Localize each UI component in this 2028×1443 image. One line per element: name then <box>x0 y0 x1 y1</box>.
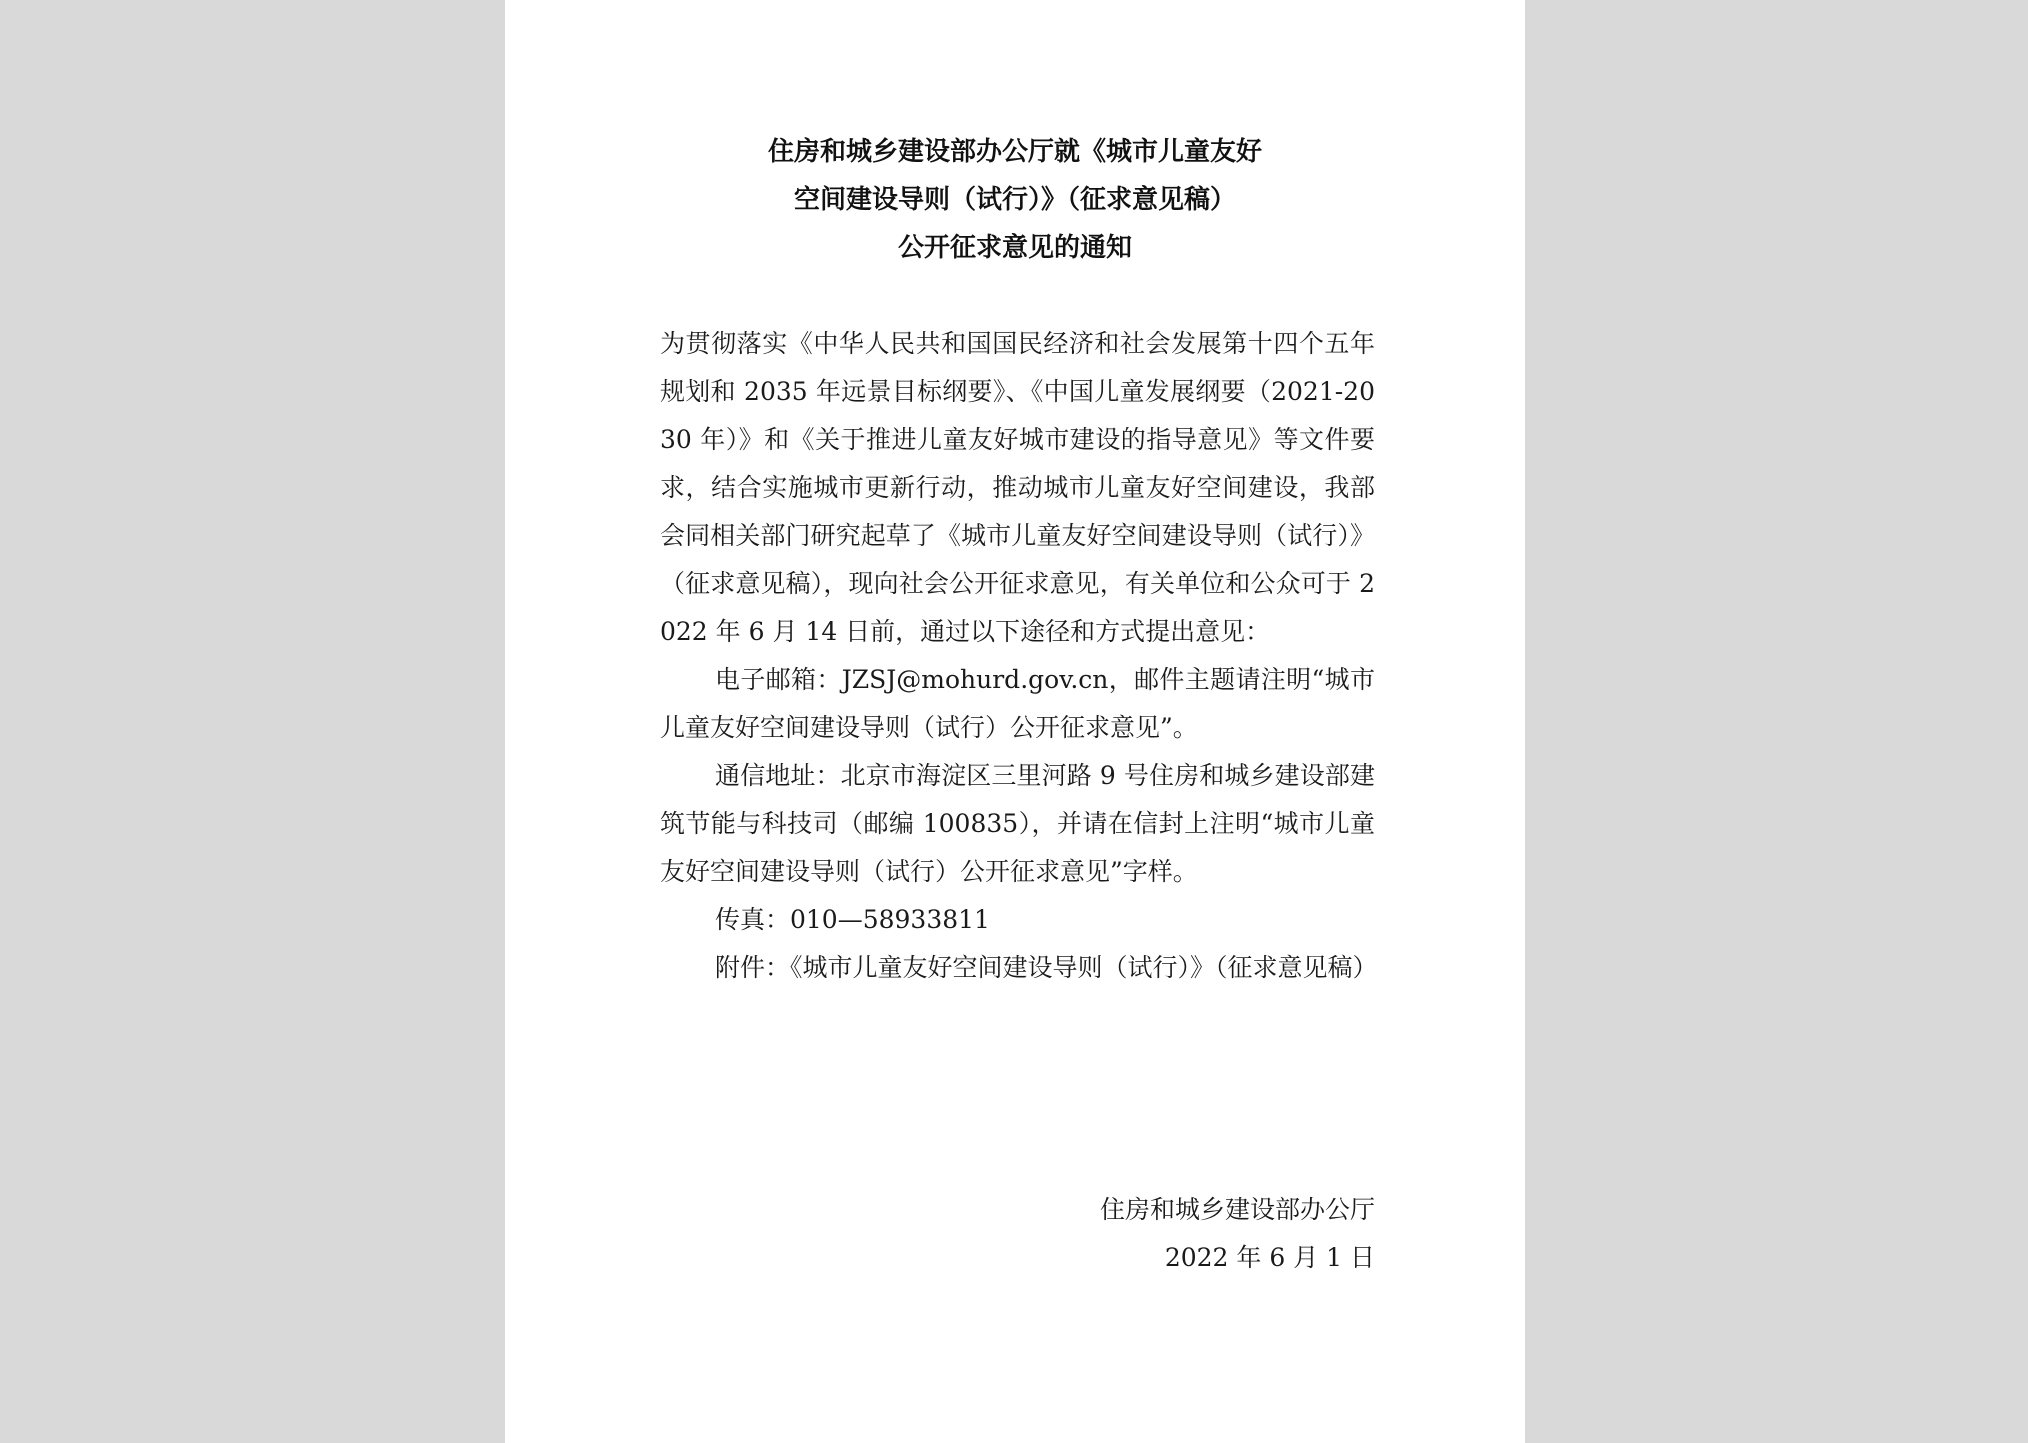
signature-org: 住房和城乡建设部办公厅 <box>1099 1195 1375 1224</box>
document-body <box>660 320 1378 992</box>
document-page <box>505 0 1525 1443</box>
title-line-2: 空间建设导则（试行）》（征求意见稿） <box>793 185 1236 215</box>
signature-block <box>1100 1186 1375 1282</box>
attachment-paragraph: 附件：《城市儿童友好空间建设导则（试行）》（征求意见稿） <box>715 953 1378 982</box>
title-line-3: 公开征求意见的通知 <box>897 233 1132 263</box>
signature-date: 2022 年 6 月 1 日 <box>1164 1243 1375 1272</box>
address-paragraph: 通信地址：北京市海淀区三里河路 9 号住房和城乡建设部建筑节能与科技司（邮编 100835），并请在信封上注明“城市儿童友好空间建设导则（试行）公开征求意见”字样。 <box>660 761 1375 886</box>
page-title <box>505 128 1525 272</box>
email-paragraph: 电子邮箱：JZSJ@mohurd.gov.cn，邮件主题请注明“城市儿童友好空间建设导则（试行）公开征求意见”。 <box>660 665 1375 742</box>
title-line-1: 住房和城乡建设部办公厅就《城市儿童友好 <box>767 137 1262 167</box>
intro-paragraph: 为贯彻落实《中华人民共和国国民经济和社会发展第十四个五年规划和 2035 年远景目标纲要》、《中国儿童发展纲要（2021-2030 年）》和《关于推进儿童友好城市建设的指导意见》等文件要求，结合实施城市更新行动，推动城市儿童友好空间建设，我部会同相关部门研究起草了《城市儿童友好空间建设导则（试行）》（征求意见稿），现向社会公开征求意见，有关单位和公众可于 2022 年 6 月 14 日前，通过以下途径和方式提出意见： <box>660 329 1375 646</box>
fax-paragraph: 传真：010—58933811 <box>715 905 990 934</box>
